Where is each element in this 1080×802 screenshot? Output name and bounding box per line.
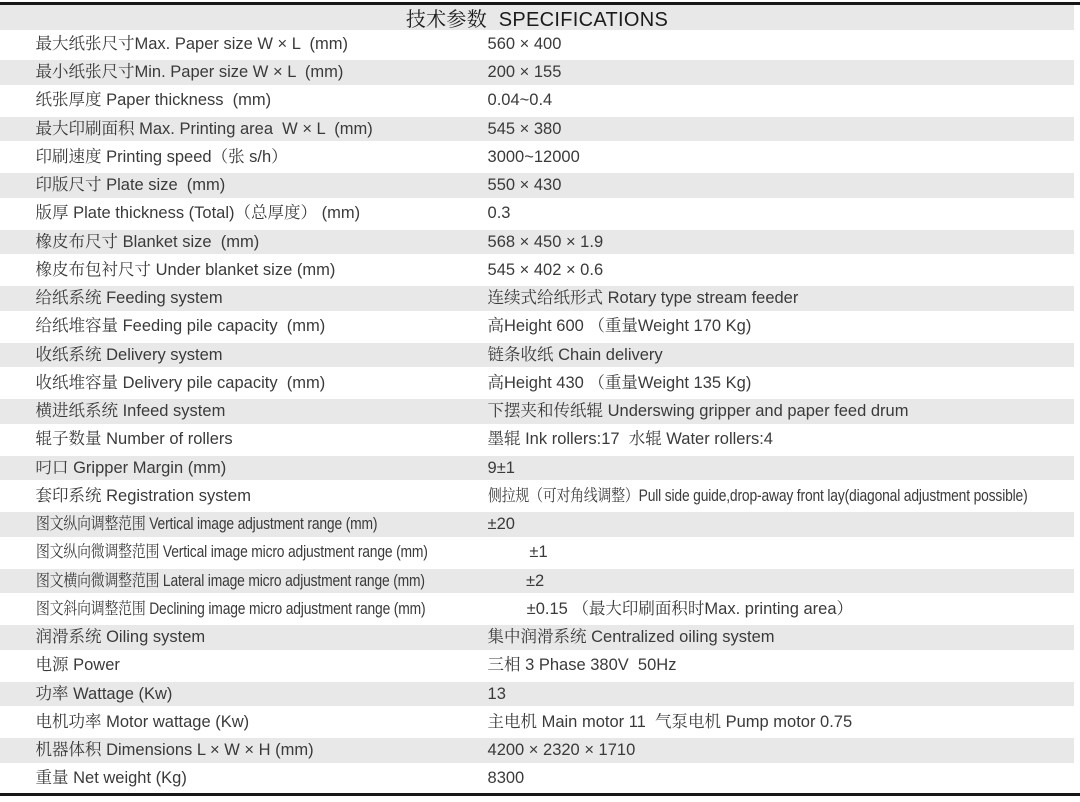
spec-label: 功率 Wattage (Kw) [35,684,173,703]
spec-label: 最大纸张尺寸Max. Paper size W × L (mm) [35,34,348,53]
spec-value: ±1 [529,543,548,562]
spec-value: 13 [487,684,506,703]
spec-value: 550 × 430 [487,176,562,195]
spec-label: 给纸系统 Feeding system [35,289,223,308]
spec-value: 545 × 380 [487,119,562,138]
spec-label: 纸张厚度 Paper thickness (mm) [35,91,272,110]
spec-value: 0.04~0.4 [487,91,553,110]
spec-value: 568 × 450 × 1.9 [487,232,604,251]
spec-label: 润滑系统 Oiling system [35,628,206,647]
spec-value: 主电机 Main motor 11 气泵电机 Pump motor 0.75 [487,712,853,731]
spec-value: ±20 [487,515,515,534]
spec-value: 200 × 155 [487,63,562,82]
spec-row [0,765,1074,793]
spec-label: 收纸系统 Delivery system [35,345,223,364]
spec-value: ±2 [525,571,545,590]
spec-value: 下摆夹和传纸辊 Underswing gripper and paper feed drum [487,402,909,421]
spec-value: 高Height 430 （重量Weight 135 Kg) [487,373,752,392]
spec-label: 收纸堆容量 Delivery pile capacity (mm) [35,373,326,392]
page-title: 技术参数 SPECIFICATIONS [405,9,669,31]
spec-table-body [0,30,1074,793]
spec-value: 4200 × 2320 × 1710 [487,741,636,760]
spec-value: 8300 [487,769,525,788]
spec-label: 图文纵向微调整范围 Vertical image micro adjustment range (mm) [35,543,428,562]
spec-label: 重量 Net weight (Kg) [35,769,187,788]
spec-value: 集中润滑系统 Centralized oiling system [487,628,775,647]
spec-value: 9±1 [487,458,515,477]
spec-label: 给纸堆容量 Feeding pile capacity (mm) [35,317,326,336]
spec-label: 图文斜向调整范围 Declining image micro adjustment range (mm) [35,599,425,618]
spec-label: 辊子数量 Number of rollers [35,430,233,449]
spec-label: 套印系统 Registration system [35,486,251,505]
spec-label: 版厚 Plate thickness (Total)（总厚度） (mm) [35,204,361,223]
spec-label: 电源 Power [35,656,120,675]
spec-label: 印版尺寸 Plate size (mm) [35,176,226,195]
spec-label: 橡皮布尺寸 Blanket size (mm) [35,232,260,251]
spec-label: 电机功率 Motor wattage (Kw) [35,712,250,731]
spec-value: ±0.15 （最大印刷面积时Max. printing area） [526,599,853,618]
spec-label: 叼口 Gripper Margin (mm) [35,458,227,477]
spec-label: 最大印刷面积 Max. Printing area W × L (mm) [35,119,373,138]
spec-value-cell [460,754,1074,802]
spec-label: 横进纸系统 Infeed system [35,402,226,421]
spec-value: 545 × 402 × 0.6 [487,260,604,279]
spec-value: 侧拉规（可对角线调整）Pull side guide,drop-away front lay(diagonal adjustment possible) [487,486,1028,505]
spec-value: 0.3 [487,204,511,223]
spec-label-cell [0,754,460,802]
spec-value: 高Height 600 （重量Weight 170 Kg) [487,317,752,336]
spec-label: 橡皮布包衬尺寸 Under blanket size (mm) [35,260,336,279]
spec-label: 图文纵向调整范围 Vertical image adjustment range (mm) [35,515,377,534]
spec-value: 墨辊 Ink rollers:17 水辊 Water rollers:4 [487,430,773,449]
spec-label: 最小纸张尺寸Min. Paper size W × L (mm) [35,63,344,82]
spec-value: 链条收纸 Chain delivery [487,345,663,364]
spec-value: 连续式给纸形式 Rotary type stream feeder [487,289,799,308]
spec-value: 3000~12000 [487,147,580,166]
spec-label: 机器体积 Dimensions L × W × H (mm) [35,741,314,760]
spec-value: 560 × 400 [487,34,562,53]
spec-label: 印刷速度 Printing speed（张 s/h） [35,147,288,166]
spec-label: 图文横向微调整范围 Lateral image micro adjustment range (mm) [35,571,425,590]
spec-value: 三相 3 Phase 380V 50Hz [487,656,677,675]
